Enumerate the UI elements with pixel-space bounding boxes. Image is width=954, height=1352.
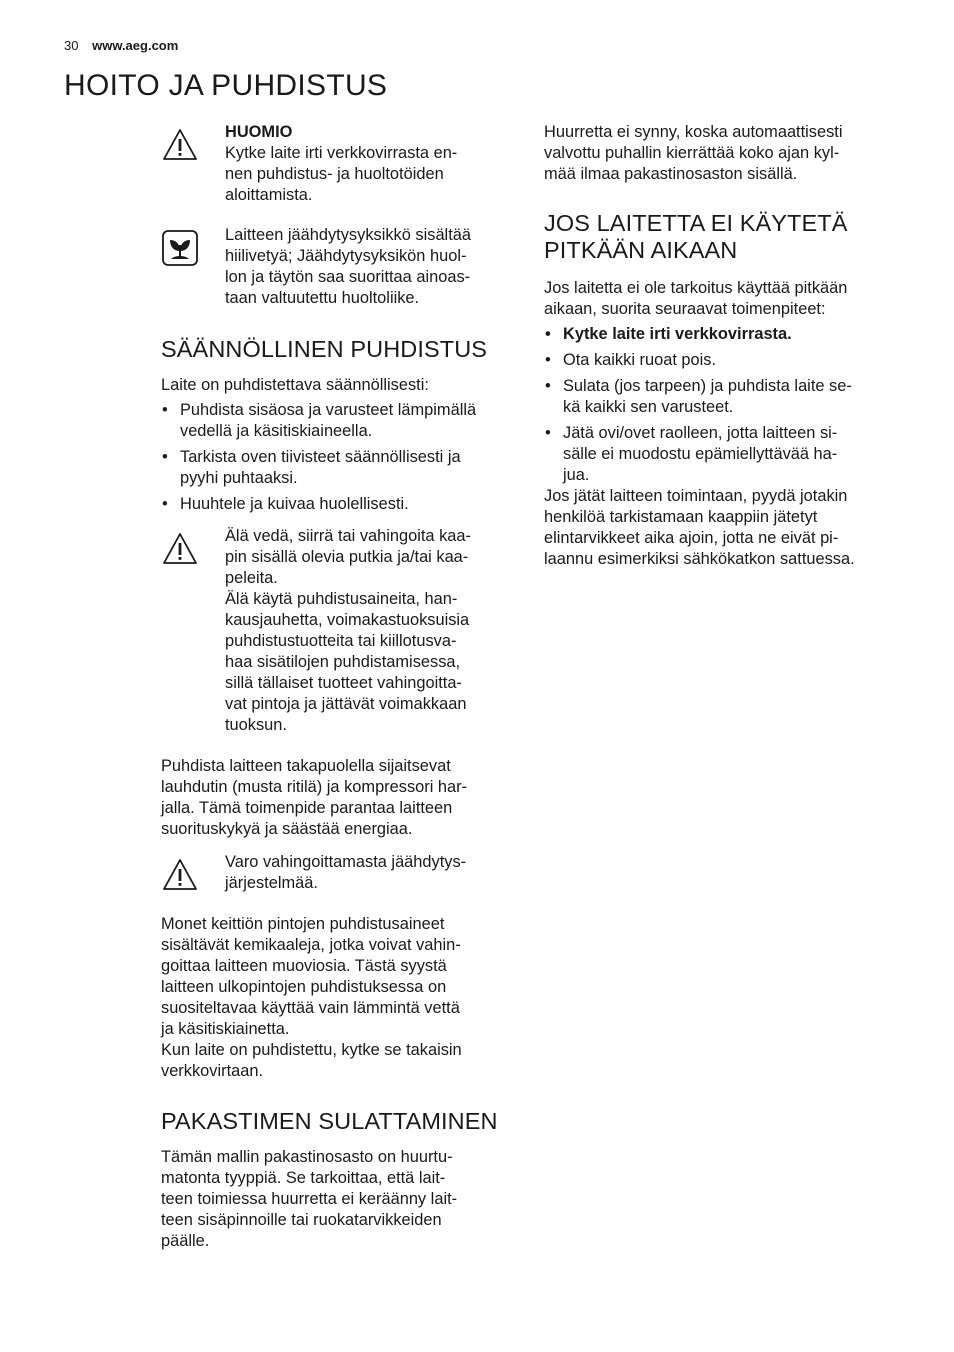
- text-line: valvottu puhallin kierrättää koko ajan kyl-: [544, 144, 840, 162]
- text-line: • Huuhtele ja kuivaa huolellisesti.: [180, 495, 409, 513]
- text-line: pin sisällä olevia putkia ja/tai kaa-: [225, 548, 469, 566]
- text-line: kä kaikki sen varusteet.: [563, 398, 734, 416]
- text-line: • Tarkista oven tiivisteet säännöllisesti ja: [180, 448, 461, 466]
- warning-triangle-icon: [161, 530, 199, 568]
- text-line: Tämän mallin pakastinosasto on huurtu-: [161, 1148, 453, 1166]
- text-line: goittaa laitteen muoviosia. Tästä syystä: [161, 957, 447, 975]
- text-line: Monet keittiön pintojen puhdistusaineet: [161, 915, 445, 933]
- text-line: Jos laitetta ei ole tarkoitus käyttää pitkään: [544, 279, 848, 297]
- list-item: [544, 423, 900, 486]
- text-line: Älä käytä puhdistusaineita, han-: [225, 590, 458, 608]
- text-line: teen toimiessa huurretta ei keräänny lait-: [161, 1190, 458, 1208]
- left-column: [161, 122, 517, 1252]
- text-line: matonta tyyppiä. Se tarkoittaa, että lait-: [161, 1169, 446, 1187]
- text-line: taan valtuutettu huoltoliike.: [225, 289, 420, 307]
- text-line: Älä vedä, siirrä tai vahingoita kaa-: [225, 527, 471, 545]
- list-item: [161, 400, 517, 442]
- warning-text: [225, 526, 517, 736]
- text-line: sillä tällaiset tuotteet vahingoitta-: [225, 674, 462, 692]
- not-in-use-list: [544, 324, 900, 486]
- section-heading-regular-cleaning: SÄÄNNÖLLINEN PUHDISTUS: [161, 336, 488, 362]
- page-header: [64, 38, 178, 53]
- text-line: jua.: [563, 466, 590, 484]
- section-heading-not-in-use: [544, 210, 900, 264]
- section-intro: [544, 278, 900, 320]
- caution-text: [225, 143, 517, 206]
- list-item: [544, 350, 900, 371]
- text-line: vat pintoja ja jättävät voimakkaan: [225, 695, 467, 713]
- text-line: Kun laite on puhdistettu, kytke se takaisin: [161, 1041, 462, 1059]
- list-item: [544, 324, 900, 345]
- text-line: mää ilmaa pakastinosaston sisällä.: [544, 165, 798, 183]
- text-line: jalla. Tämä toimenpide parantaa laitteen: [161, 799, 453, 817]
- text-line: aloittamista.: [225, 186, 313, 204]
- text-line: puhdistustuotteita tai kiillotusva-: [225, 632, 457, 650]
- text-line: Kytke laite irti verkkovirrasta en-: [225, 144, 458, 162]
- caution-label: HUOMIO: [225, 123, 293, 141]
- list-item: [544, 376, 900, 418]
- text-line: tuoksun.: [225, 716, 287, 734]
- warning-text: [225, 852, 517, 894]
- website-url: www.aeg.com: [92, 38, 179, 53]
- text-line: järjestelmää.: [225, 874, 318, 892]
- text-line: Laitteen jäähdytysyksikkö sisältää: [225, 226, 471, 244]
- section-heading-defrosting: PAKASTIMEN SULATTAMINEN: [161, 1108, 498, 1134]
- text-line: laitteen ulkopintojen puhdistuksessa on: [161, 978, 447, 996]
- text-line: • Puhdista sisäosa ja varusteet lämpimällä: [180, 401, 477, 419]
- text-line: • Sulata (jos tarpeen) ja puhdista laite se-: [563, 377, 852, 395]
- text-line: • Kytke laite irti verkkovirrasta.: [563, 325, 792, 343]
- text-line: päälle.: [161, 1232, 210, 1250]
- list-item: [161, 447, 517, 489]
- warning-note-cooling: [161, 852, 517, 894]
- page-number: 30: [64, 38, 79, 53]
- heading-line: PITKÄÄN AIKAAN: [544, 237, 738, 263]
- caution-note: [161, 122, 517, 206]
- text-line: lauhdutin (musta ritilä) ja kompressori har-: [161, 778, 468, 796]
- text-line: henkilöä tarkistamaan kaappiin jätetyt: [544, 508, 818, 526]
- condenser-paragraph: [161, 756, 517, 840]
- text-line: kausjauhetta, voimakastuoksuisia: [225, 611, 470, 629]
- text-line: aikaan, suorita seuraavat toimenpiteet:: [544, 300, 826, 318]
- text-line: Varo vahingoittamasta jäähdytys-: [225, 853, 467, 871]
- chemicals-paragraph: [161, 914, 517, 1082]
- text-line: ja käsitiskiainetta.: [161, 1020, 290, 1038]
- warning-triangle-icon: [161, 126, 199, 164]
- text-line: vedellä ja käsitiskiaineella.: [180, 422, 373, 440]
- page-title: HOITO JA PUHDISTUS: [64, 69, 388, 102]
- text-line: suorituskykyä ja säästää energiaa.: [161, 820, 413, 838]
- list-item: [161, 494, 517, 515]
- text-line: lon ja täytön saa suorittaa ainoas-: [225, 268, 471, 286]
- text-line: Puhdista laitteen takapuolella sijaitsevat: [161, 757, 451, 775]
- text-line: Huurretta ei synny, koska automaattisesti: [544, 123, 843, 141]
- text-line: elintarvikkeet aika ajoin, jotta ne eivät pi-: [544, 529, 839, 547]
- text-line: laannu esimerkiksi sähkökatkon sattuessa.: [544, 550, 855, 568]
- text-line: Jos jätät laitteen toimintaan, pyydä jotakin: [544, 487, 848, 505]
- text-line: • Jätä ovi/ovet raolleen, jotta laitteen si-: [563, 424, 838, 442]
- environment-text: [225, 225, 517, 309]
- warning-triangle-icon: [161, 856, 199, 894]
- text-line: • Ota kaikki ruoat pois.: [563, 351, 717, 369]
- text-line: haa sisätilojen puhdistamisessa,: [225, 653, 461, 671]
- section-intro: Laite on puhdistettava säännöllisesti:: [161, 376, 429, 394]
- text-line: pyyhi puhtaaksi.: [180, 469, 298, 487]
- outro-paragraph: [544, 486, 900, 570]
- text-line: peleita.: [225, 569, 278, 587]
- text-line: teen sisäpinnoille tai ruokatarvikkeiden: [161, 1211, 442, 1229]
- defrosting-paragraph: [161, 1147, 517, 1252]
- cleaning-list: [161, 400, 517, 515]
- right-column: [544, 122, 900, 570]
- text-line: sälle ei muodostu epämiellyttävää ha-: [563, 445, 838, 463]
- text-line: nen puhdistus- ja huoltotöiden: [225, 165, 444, 183]
- frost-free-paragraph: [544, 122, 900, 185]
- heading-line: JOS LAITETTA EI KÄYTETÄ: [544, 210, 848, 236]
- environment-note: [161, 225, 517, 309]
- text-line: hiilivetyä; Jäähdytysyksikön huol-: [225, 247, 467, 265]
- text-line: suositeltavaa käyttää vain lämmintä vettä: [161, 999, 460, 1017]
- text-line: sisältävät kemikaaleja, jotka voivat vahin-: [161, 936, 461, 954]
- warning-note-pipes: [161, 526, 517, 736]
- environment-icon: [161, 229, 199, 267]
- text-line: verkkovirtaan.: [161, 1062, 264, 1080]
